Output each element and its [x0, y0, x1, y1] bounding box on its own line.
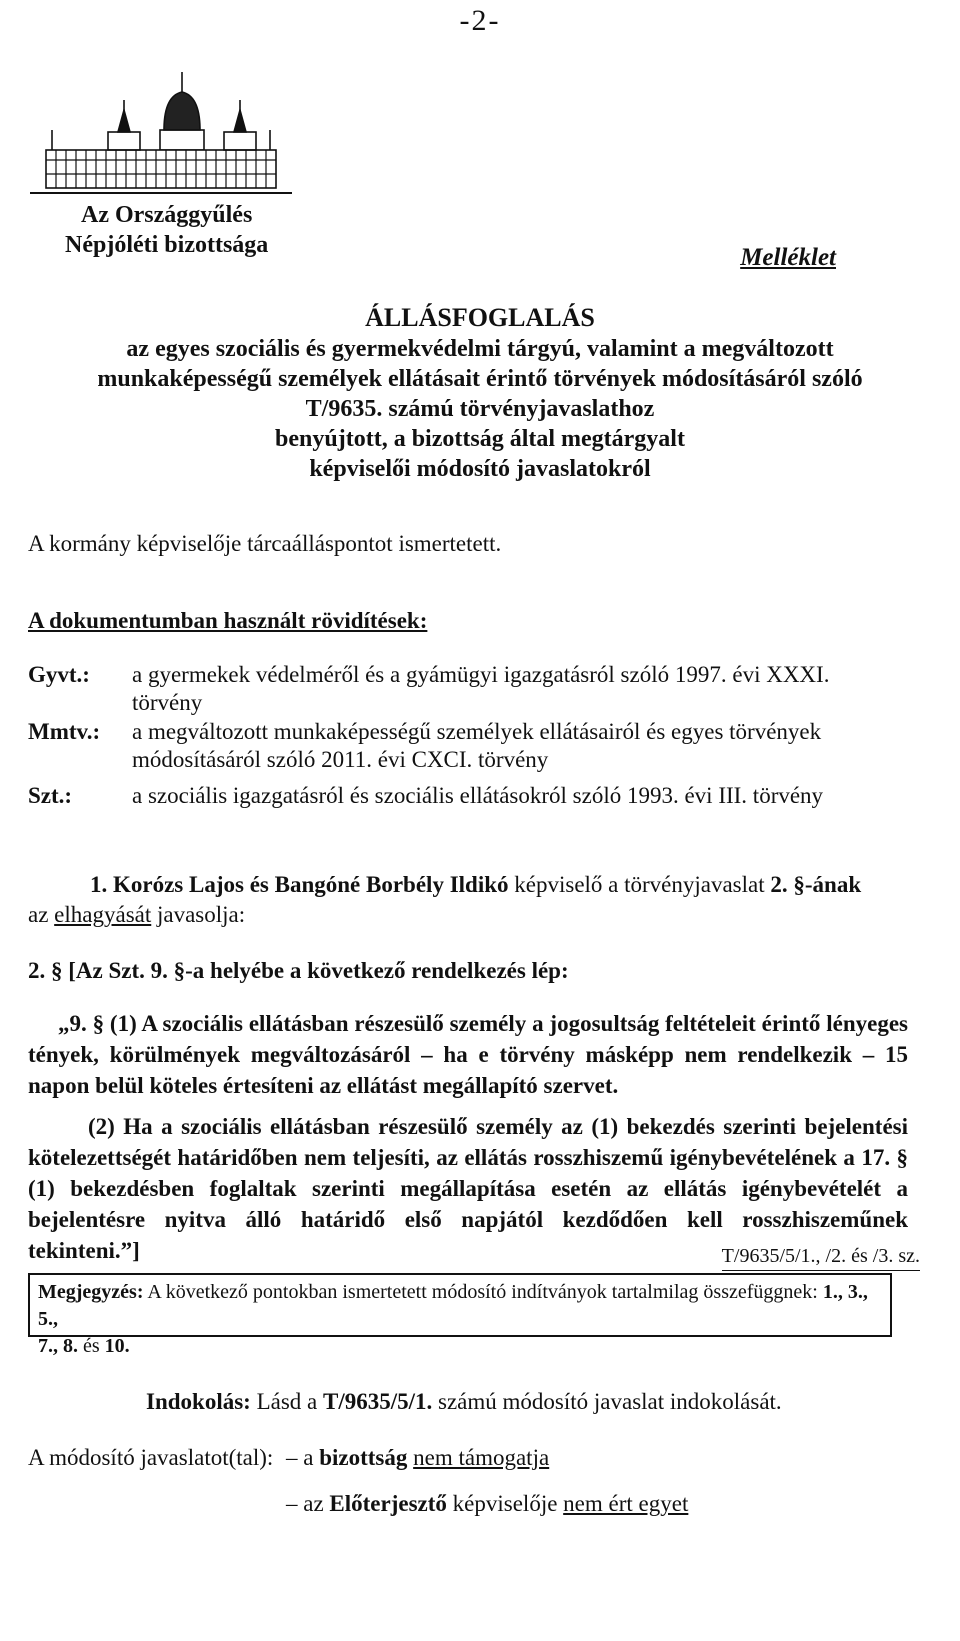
amendment-line2-suffix: javasolja:: [157, 902, 246, 927]
annex-label: Melléklet: [740, 244, 836, 271]
abbreviation-value: [132, 661, 912, 717]
note-items-2: 7., 8.: [38, 1335, 78, 1357]
justification-label: Indokolás:: [146, 1389, 251, 1414]
logo-underline: [30, 192, 292, 194]
note-label: Megjegyzés:: [38, 1281, 144, 1303]
abbreviation-key: Mmtv.:: [28, 719, 101, 744]
committee-line-2: Népjóléti bizottsága: [65, 232, 269, 258]
abbreviation-value-line: a szociális igazgatásról és szociális ellátásokról szóló 1993. évi III. törvény: [132, 783, 824, 808]
decision-2-mid: képviselője: [452, 1491, 558, 1516]
abbreviation-value-line: törvény: [132, 690, 203, 715]
title-line-4: T/9635. számú törvényjavaslathoz: [305, 396, 655, 422]
document-title: [40, 302, 920, 484]
abbreviation-key: Gyvt.:: [28, 662, 90, 687]
title-line-3: munkaképességű személyek ellátásait érintő törvények módosításáról szóló: [97, 366, 863, 392]
abbreviations-heading: A dokumentumban használt rövidítések:: [28, 608, 428, 633]
decision-committee: [286, 1445, 549, 1471]
title-main: ÁLLÁSFOGLALÁS: [365, 303, 595, 332]
title-line-5: benyújtott, a bizottság által megtárgyalt: [275, 426, 685, 452]
amendment-deletion: elhagyását: [54, 902, 152, 927]
note-box: [28, 1273, 892, 1357]
amendment-mid: képviselő a törvényjavaslat: [514, 872, 765, 897]
title-line-6: képviselői módosító javaslatokról: [309, 456, 651, 482]
title-line-2: az egyes szociális és gyermekvédelmi tárgyú, valamint a megváltozott: [126, 336, 834, 362]
abbreviation-value-line: a gyermekek védelméről és a gyámügyi igazgatásról szóló 1997. évi XXXI.: [132, 662, 830, 687]
paragraph-2-text: (2) Ha a szociális ellátásban részesülő személy az (1) bekezdés szerinti bejelentési kötelezettségét határidőben nem teljesíti, az ellátás rosszhiszemű igénybevételének a 17. § (1) bekezdésben foglaltak szerinti megállapítása esetén az ellátás igénybevételét a bejelentésre nyitva álló határidő első napjától kezdődően kell rosszhiszeműnek tekinteni.”]: [28, 1114, 908, 1263]
decision-label: A módosító javaslatot(tal):: [28, 1445, 274, 1470]
abbreviation-value: [132, 782, 912, 810]
justification: [146, 1389, 782, 1415]
amendment-line2-prefix: az: [28, 902, 49, 927]
note-items: 1., 3., 5.,: [38, 1281, 868, 1330]
justification-ref: T/9635/5/1.: [323, 1389, 433, 1414]
decision-1-verdict: nem támogatja: [413, 1445, 550, 1470]
note-last: 10.: [104, 1335, 130, 1357]
amendment-proposers: Korózs Lajos és Bangóné Borbély Ildikó: [113, 872, 509, 897]
amendment-paragraph-1: [28, 1008, 908, 1101]
parliament-building-logo: [36, 70, 286, 190]
amendment-section-line: [28, 955, 908, 986]
amendment-paragraph-2: [28, 1111, 908, 1266]
abbreviation-value: [132, 718, 912, 774]
amendment-header: [28, 869, 908, 900]
amendment-section: 2. §-ának: [770, 872, 862, 897]
decision-2-verdict: nem ért egyet: [563, 1491, 689, 1516]
abbreviation-value-line: a megváltozott munkaképességű személyek ellátásairól és egyes törvények: [132, 719, 822, 744]
justification-prefix: Lásd a: [256, 1389, 318, 1414]
abbreviation-key: Szt.:: [28, 783, 73, 808]
paragraph-1-text: „9. § (1) A szociális ellátásban részesülő személy a jogosultság feltételeit érintő lényeges tények, körülmények megváltozásáról – ha e törvény másképp nem rendelkezik – 15 napon belül köteles értesíteni az ellátást megállapító szervet.: [28, 1011, 908, 1098]
amendment-number: 1.: [90, 872, 108, 897]
decision-1-prefix: – a: [286, 1445, 314, 1470]
decision-presenter: [286, 1491, 688, 1517]
committee-name: [65, 200, 268, 260]
decision-1-subject: bizottság: [319, 1445, 408, 1470]
page-number: -2-: [459, 4, 501, 37]
abbreviation-value-line: módosításáról szóló 2011. évi CXCI. törvény: [132, 747, 549, 772]
note-text: A következő pontokban ismertetett módosító indítványok tartalmilag összefüggnek:: [147, 1281, 818, 1303]
justification-suffix: számú módosító javaslat indokolását.: [438, 1389, 782, 1414]
government-statement: A kormány képviselője tárcaálláspontot ismertetett.: [28, 531, 502, 556]
section-text: 2. § [Az Szt. 9. §-a helyébe a következő rendelkezés lép:: [28, 958, 569, 983]
document-reference: T/9635/5/1., /2. és /3. sz.: [722, 1245, 920, 1271]
committee-line-1: Az Országgyűlés: [80, 202, 253, 228]
note-and: és: [83, 1335, 100, 1357]
amendment-proposal-line: [28, 899, 908, 930]
decision-2-prefix: – az: [286, 1491, 324, 1516]
decision-2-subject: Előterjesztő: [329, 1491, 447, 1516]
